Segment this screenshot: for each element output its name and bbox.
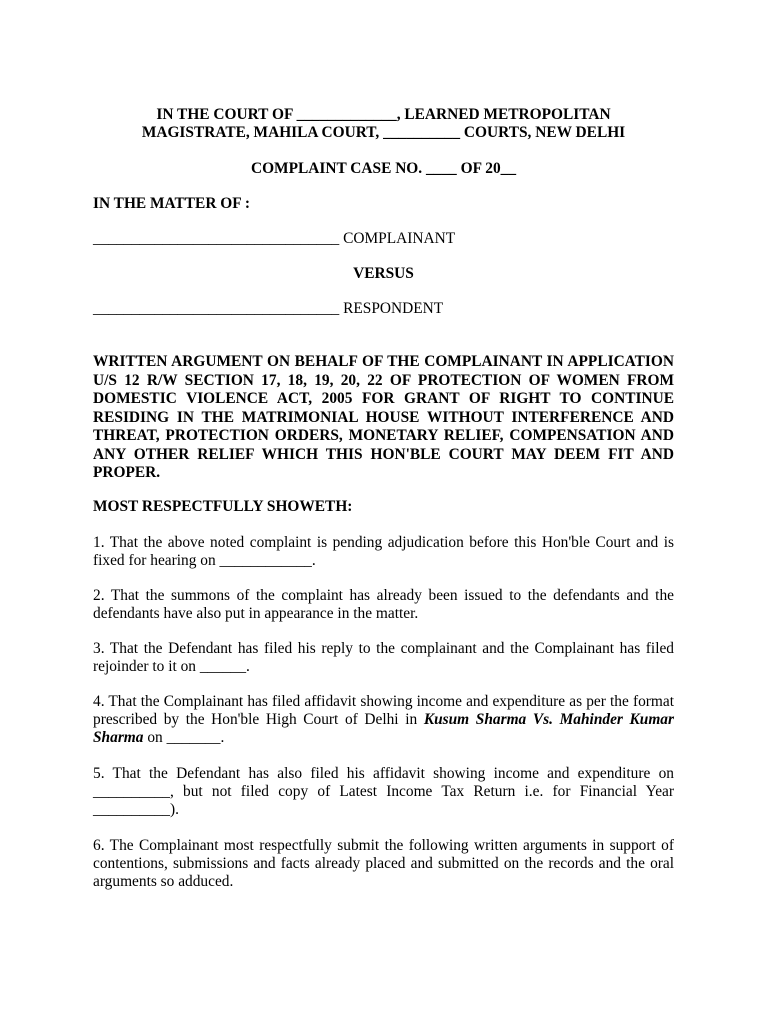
case-citation: Kusum Sharma Vs. Mahinder Kumar Sharma: [93, 711, 674, 746]
respondent-line: ________________________________ RESPONDENT: [93, 300, 444, 317]
court-heading: [93, 106, 674, 142]
paragraph-3: 3. That the Defendant has filed his reply to the complainant and the Complainant has filed rejoinder to it on ______.: [93, 640, 674, 675]
showeth-heading: MOST RESPECTFULLY SHOWETH:: [93, 498, 353, 515]
argument-caption: WRITTEN ARGUMENT ON BEHALF OF THE COMPLAINANT IN APPLICATION U/S 12 R/W SECTION 17, 18, 19, 20, 22 OF PROTECTION OF WOMEN FROM DOMESTIC VIOLENCE ACT, 2005 FOR GRANT OF RIGHT TO CONTINUE RESIDING IN THE MATRIMONIAL HOUSE WITHOUT INTERFERENCE AND THREAT, PROTECTION ORDERS, MONETARY RELIEF, COMPENSATION AND ANY OTHER RELIEF WHICH THIS HON'BLE COURT MAY DEEM FIT AND PROPER.: [93, 353, 674, 481]
paragraph-1: 1. That the above noted complaint is pending adjudication before this Hon'ble Court and is fixed for hearing on ____________.: [93, 534, 674, 569]
paragraph-5: 5. That the Defendant has also filed his affidavit showing income and expenditure on __________, but not filed copy of Latest Income Tax Return i.e. for Financial Year __________).: [93, 765, 674, 818]
court-heading-line-1: IN THE COURT OF _____________, LEARNED METROPOLITAN: [156, 106, 611, 123]
versus-label: VERSUS: [353, 265, 414, 282]
paragraph-4: [93, 693, 674, 747]
paragraph-6: 6. The Complainant most respectfully submit the following written arguments in support of contentions, submissions and facts already placed and submitted on the records and the oral arguments so adduced.: [93, 837, 674, 890]
case-number: COMPLAINT CASE NO. ____ OF 20__: [250, 160, 517, 177]
complainant-line: ________________________________ COMPLAINANT: [93, 230, 456, 247]
paragraph-4-text: 4. That the Complainant has filed affidavit showing income and expenditure as per the format prescribed by the Hon'ble High Court of Delhi in: [93, 693, 674, 728]
court-heading-line-2: MAGISTRATE, MAHILA COURT, __________ COURTS, NEW DELHI: [141, 124, 626, 141]
paragraph-4-tail: on _______.: [143, 729, 225, 746]
matter-heading: IN THE MATTER OF :: [93, 195, 251, 212]
paragraph-2: 2. That the summons of the complaint has already been issued to the defendants and the defendants have also put in appearance in the matter.: [93, 587, 674, 622]
